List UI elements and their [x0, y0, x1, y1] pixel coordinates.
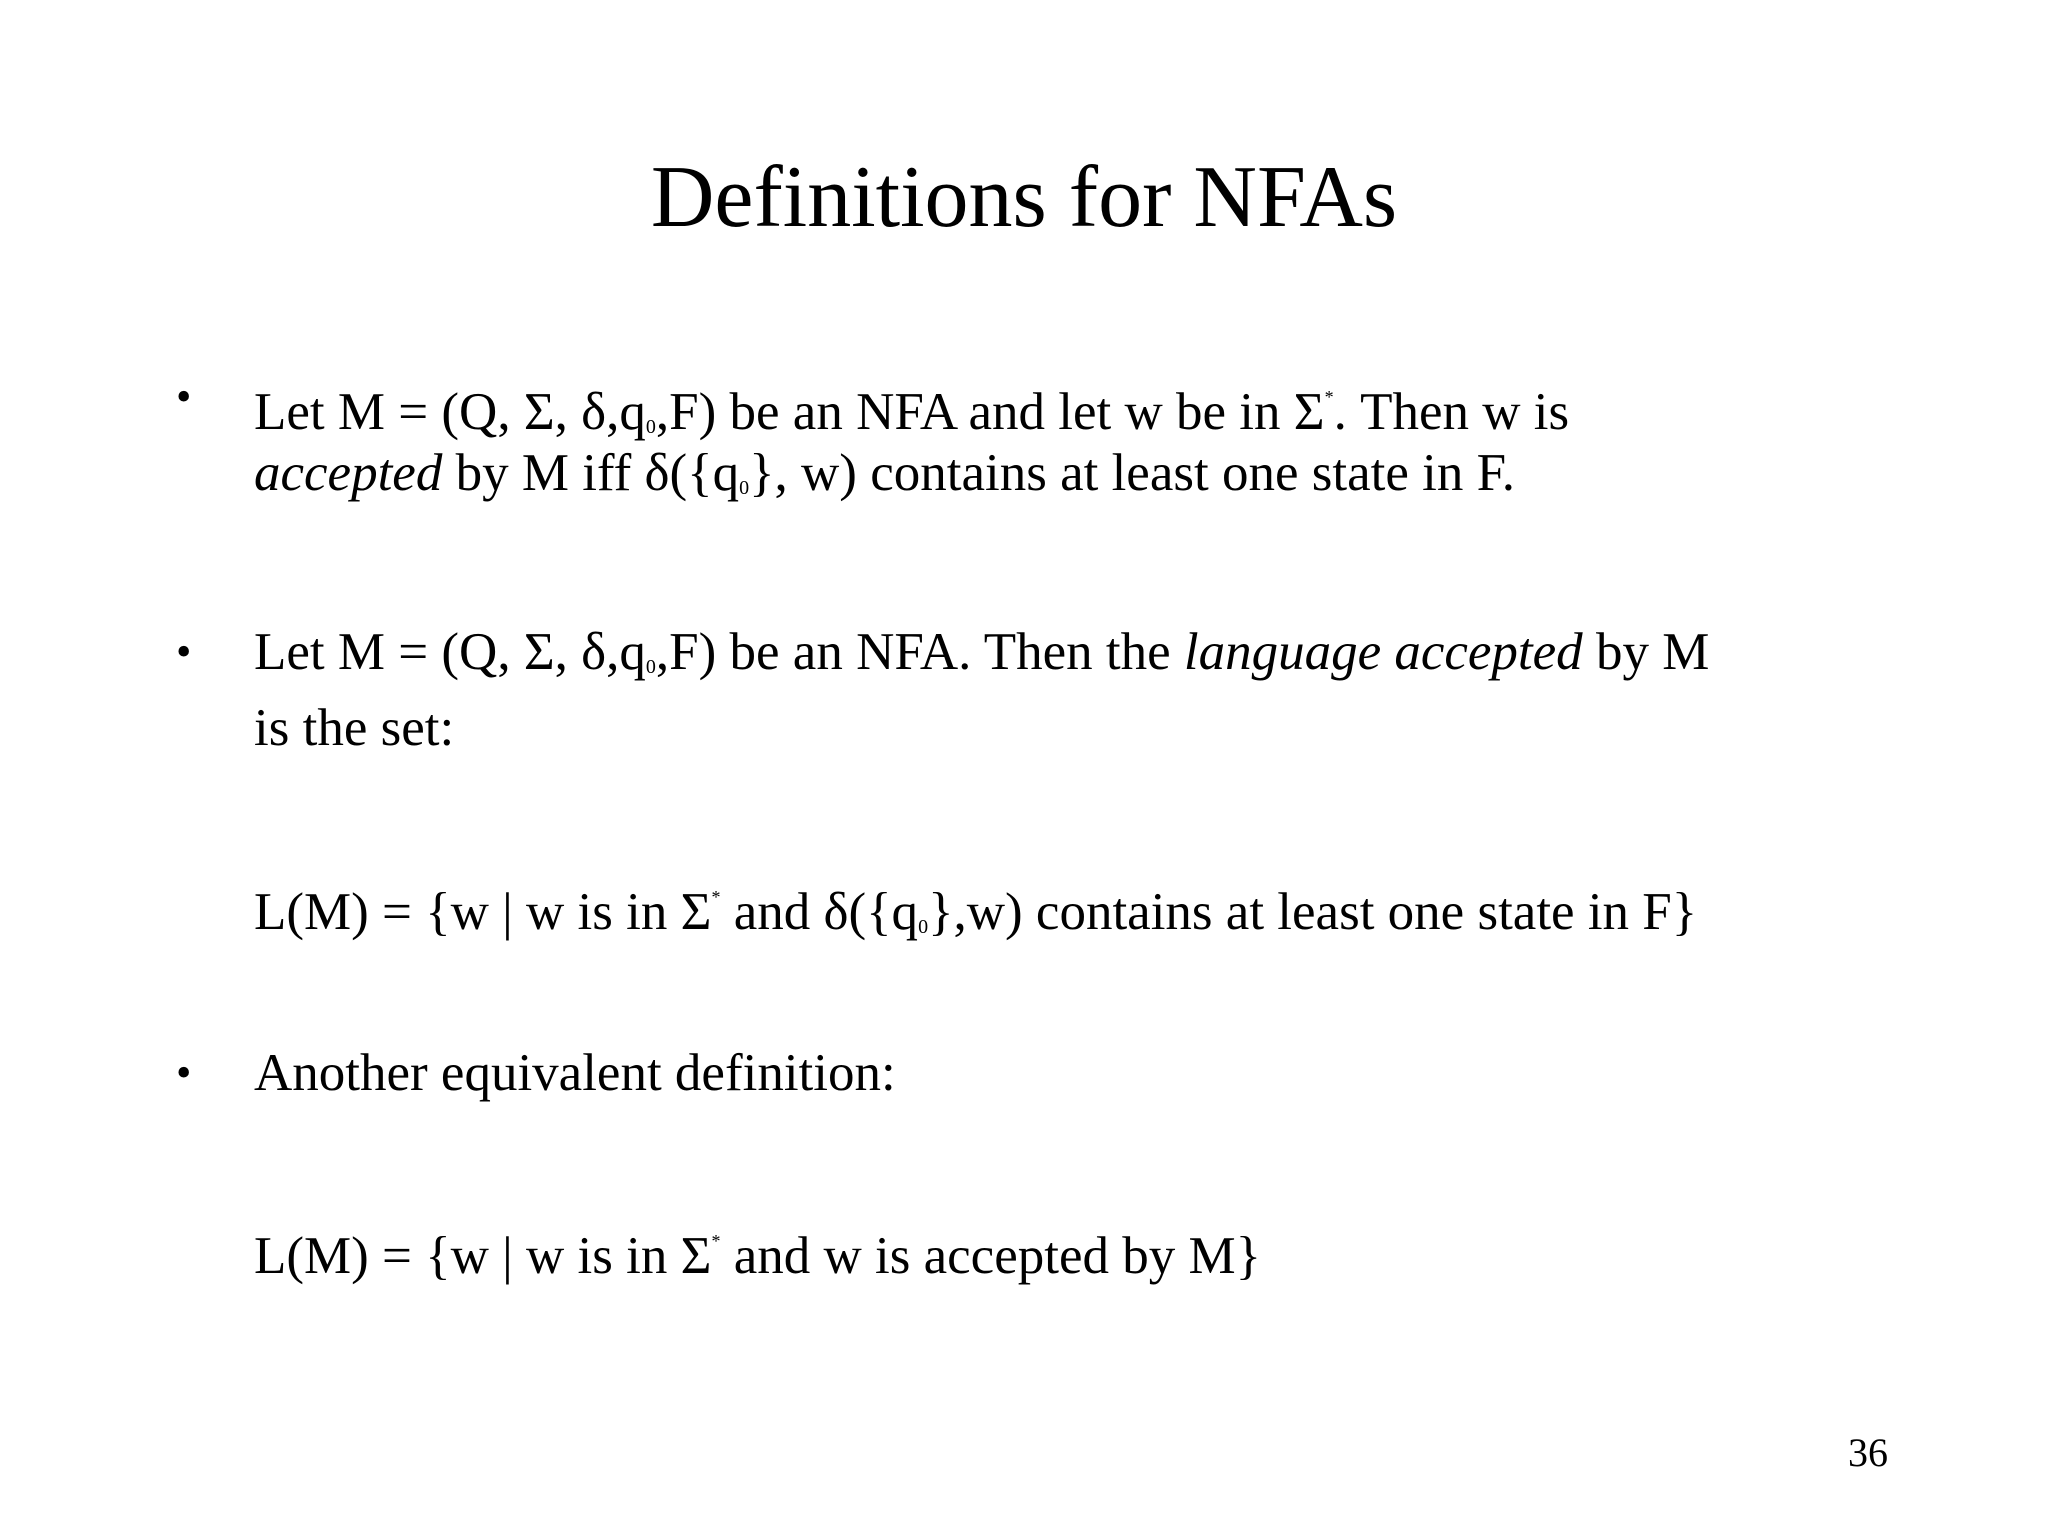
text-run: Let M = (Q, Σ, δ,q: [254, 623, 646, 681]
text-run: is the set:: [254, 699, 455, 757]
bullet-3-line-1: [254, 1038, 896, 1108]
text-run: Let M = (Q, Σ, δ,q: [254, 383, 646, 441]
text-run: . Then w is: [1333, 383, 1570, 441]
subscript: 0: [918, 916, 929, 938]
text-run: L(M) = {w | w is in Σ: [254, 883, 712, 941]
text-run: ,F) be an NFA and let w be in Σ: [655, 383, 1325, 441]
text-run: and δ({q: [720, 883, 919, 941]
subscript: 0: [645, 656, 656, 678]
text-run: by M iff δ({q: [442, 444, 740, 502]
superscript: *: [711, 887, 721, 907]
slide-title: Definitions for NFAs: [650, 149, 1398, 246]
text-run: }, w) contains at least one state in F.: [749, 444, 1516, 502]
bullet-3-formula: [254, 1206, 1261, 1291]
superscript: *: [1324, 387, 1334, 407]
bullet-2-line-1: [254, 617, 1709, 702]
subscript: 0: [739, 477, 750, 499]
page-number: 36: [1848, 1430, 1888, 1475]
subscript: 0: [645, 416, 656, 438]
superscript: *: [711, 1231, 721, 1251]
italic-term: accepted: [254, 444, 443, 502]
text-run: L(M) = {w | w is in Σ: [254, 1227, 712, 1285]
italic-term: language accepted: [1183, 623, 1583, 681]
text-run: and w is accepted by M}: [720, 1227, 1262, 1285]
bullet-1-line-2: [254, 438, 1515, 523]
text-run: Another equivalent definition:: [254, 1044, 896, 1102]
bullet-2-line-2: [254, 693, 454, 763]
bullet-2-formula: [254, 862, 1697, 962]
bullet-dot-1: •: [176, 372, 192, 421]
text-run: by M: [1582, 623, 1710, 681]
bullet-dot-2: •: [176, 627, 192, 676]
bullet-dot-3: •: [176, 1048, 192, 1097]
text-run: ,F) be an NFA. Then the: [655, 623, 1184, 681]
text-run: },w) contains at least one state in F}: [928, 883, 1698, 941]
